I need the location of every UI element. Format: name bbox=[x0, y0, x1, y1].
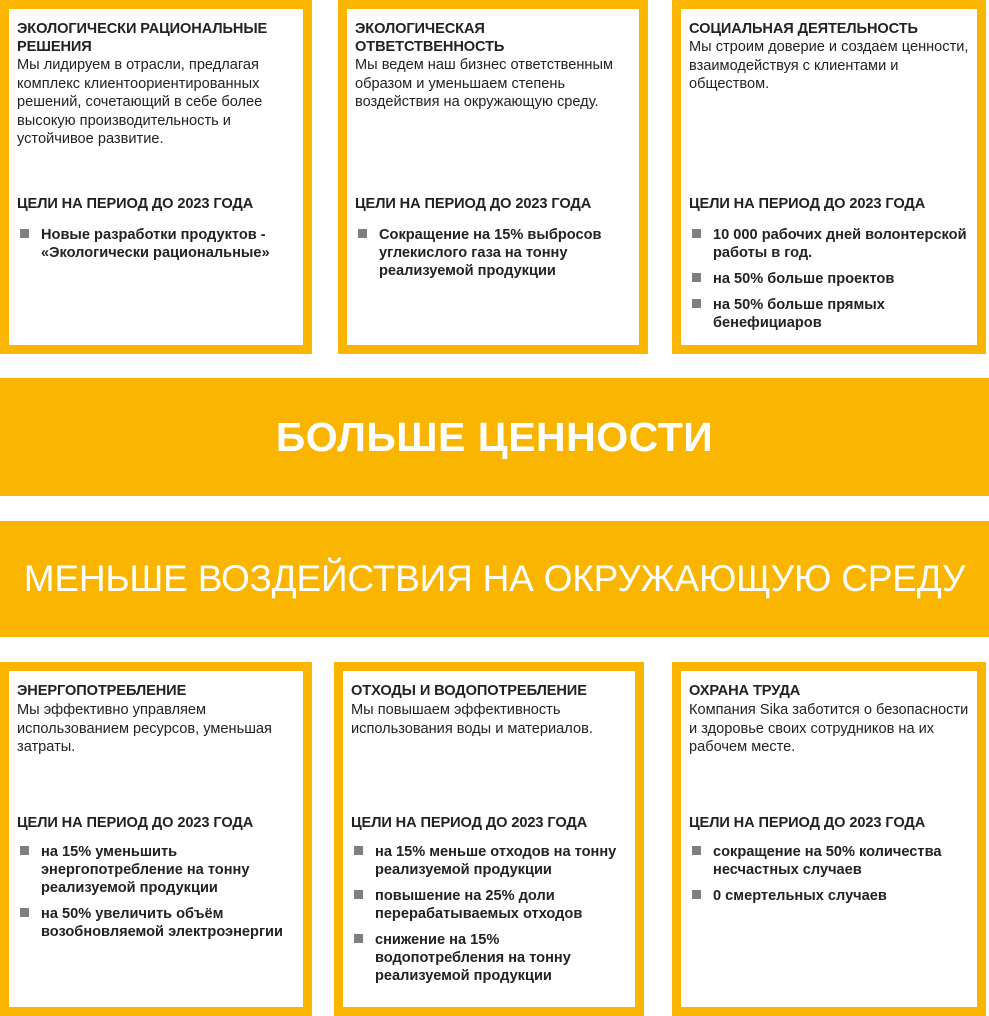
goals-heading: ЦЕЛИ НА ПЕРИОД ДО 2023 ГОДА bbox=[689, 196, 926, 212]
goal-item bbox=[17, 226, 297, 262]
goals-heading: ЦЕЛИ НА ПЕРИОД ДО 2023 ГОДА bbox=[17, 196, 254, 212]
goal-item bbox=[689, 843, 971, 879]
square-bullet-icon bbox=[692, 890, 701, 899]
card-social-activity bbox=[672, 0, 986, 354]
goals-list bbox=[689, 843, 971, 913]
card-title: ЭКОЛОГИЧЕСКАЯ ОТВЕТСТВЕННОСТЬ bbox=[355, 21, 505, 55]
goal-text: на 50% увеличить объём возобновляемой электроэнергии bbox=[41, 906, 283, 940]
goal-text: на 15% уменьшить энергопотребление на тонну реализуемой продукции bbox=[41, 844, 250, 896]
goal-text: на 15% меньше отходов на тонну реализуемой продукции bbox=[375, 844, 617, 878]
square-bullet-icon bbox=[692, 273, 701, 282]
card-occupational-safety bbox=[672, 662, 986, 1016]
goals-list bbox=[17, 226, 297, 271]
square-bullet-icon bbox=[354, 890, 363, 899]
card-energy bbox=[0, 662, 312, 1016]
goals-heading: ЦЕЛИ НА ПЕРИОД ДО 2023 ГОДА bbox=[689, 815, 926, 831]
square-bullet-icon bbox=[354, 846, 363, 855]
goals-list bbox=[351, 843, 629, 993]
goals-heading: ЦЕЛИ НА ПЕРИОД ДО 2023 ГОДА bbox=[17, 815, 254, 831]
goal-text: снижение на 15% водопотребления на тонну реализуемой продукции bbox=[375, 932, 571, 984]
goal-item bbox=[689, 296, 971, 332]
goal-text: повышение на 25% доли перерабатываемых отходов bbox=[375, 888, 583, 922]
goal-item bbox=[17, 843, 297, 897]
goals-list bbox=[17, 843, 297, 949]
goal-text: на 50% больше проектов bbox=[713, 271, 895, 287]
band-less-impact: МЕНЬШЕ ВОЗДЕЙСТВИЯ НА ОКРУЖАЮЩУЮ СРЕДУ bbox=[0, 521, 989, 637]
goals-heading: ЦЕЛИ НА ПЕРИОД ДО 2023 ГОДА bbox=[351, 815, 588, 831]
card-title: СОЦИАЛЬНАЯ ДЕЯТЕЛЬНОСТЬ bbox=[689, 21, 918, 37]
square-bullet-icon bbox=[20, 229, 29, 238]
square-bullet-icon bbox=[354, 934, 363, 943]
goal-item bbox=[351, 931, 629, 985]
goals-list bbox=[689, 226, 971, 340]
square-bullet-icon bbox=[692, 846, 701, 855]
card-title: ЭКОЛОГИЧЕСКИ РАЦИОНАЛЬНЫЕ РЕШЕНИЯ bbox=[17, 21, 268, 55]
card-eco-solutions bbox=[0, 0, 312, 354]
goal-text: 0 смертельных случаев bbox=[713, 888, 887, 904]
band-more-value: БОЛЬШЕ ЦЕННОСТИ bbox=[0, 378, 989, 496]
square-bullet-icon bbox=[20, 908, 29, 917]
card-description: Компания Sika заботится о безопасности и здоровье своих сотрудников на их рабочем месте. bbox=[689, 702, 969, 755]
card-description: Мы повышаем эффективность использования воды и материалов. bbox=[351, 702, 593, 737]
goal-item bbox=[689, 270, 971, 288]
card-description: Мы строим доверие и создаем ценности, взаимодействуя с клиентами и обществом. bbox=[689, 39, 969, 92]
goal-text: 10 000 рабочих дней волонтерской работы в год. bbox=[713, 227, 967, 261]
goals-heading: ЦЕЛИ НА ПЕРИОД ДО 2023 ГОДА bbox=[355, 196, 592, 212]
square-bullet-icon bbox=[692, 299, 701, 308]
card-eco-responsibility bbox=[338, 0, 648, 354]
card-waste-water bbox=[334, 662, 644, 1016]
goal-item bbox=[689, 887, 971, 905]
card-title: ОТХОДЫ И ВОДОПОТРЕБЛЕНИЕ bbox=[351, 683, 587, 699]
square-bullet-icon bbox=[20, 846, 29, 855]
goal-text: Новые разработки продуктов - «Экологически рациональные» bbox=[41, 227, 270, 261]
square-bullet-icon bbox=[692, 229, 701, 238]
card-description: Мы эффективно управляем использованием ресурсов, уменьшая затраты. bbox=[17, 702, 272, 755]
goal-text: Сокращение на 15% выбросов углекислого газа на тонну реализуемой продукции bbox=[379, 227, 602, 279]
goal-text: на 50% больше прямых бенефициаров bbox=[713, 297, 885, 331]
goal-item bbox=[355, 226, 633, 280]
goal-text: сокращение на 50% количества несчастных случаев bbox=[713, 844, 942, 878]
goal-item bbox=[351, 843, 629, 879]
card-description: Мы ведем наш бизнес ответственным образом и уменьшаем степень воздействия на окружающую среду. bbox=[355, 57, 614, 110]
goal-item bbox=[689, 226, 971, 262]
goal-item bbox=[351, 887, 629, 923]
goal-item bbox=[17, 905, 297, 941]
goals-list bbox=[355, 226, 633, 289]
square-bullet-icon bbox=[358, 229, 367, 238]
card-title: ОХРАНА ТРУДА bbox=[689, 683, 801, 699]
card-title: ЭНЕРГОПОТРЕБЛЕНИЕ bbox=[17, 683, 187, 699]
card-description: Мы лидируем в отрасли, предлагая комплекс клиентоориентированных решений, сочетающий в себе более высокую производительность и устойчивое развитие. bbox=[17, 57, 263, 147]
